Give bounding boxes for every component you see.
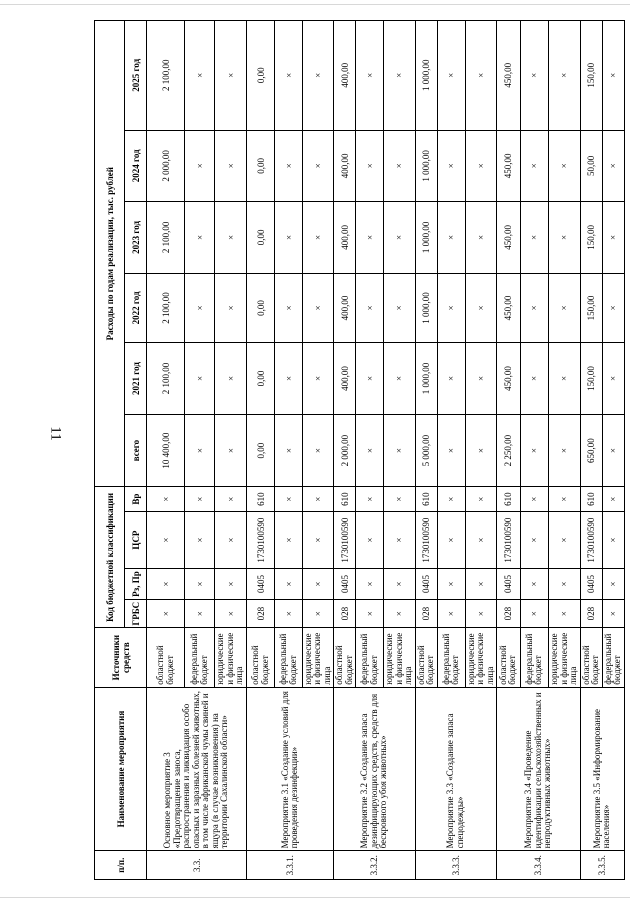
value-cell: × <box>356 130 384 202</box>
value-cell: × <box>437 569 465 600</box>
value-cell: 450,00 <box>496 343 520 415</box>
value-cell: 5 000,00 <box>415 414 437 487</box>
value-cell: × <box>465 599 496 628</box>
value-cell: × <box>465 487 496 512</box>
value-cell: 400,00 <box>334 202 356 274</box>
value-cell: × <box>437 21 465 131</box>
value-cell: × <box>520 273 548 343</box>
value-cell: × <box>384 343 415 415</box>
value-cell: 1730100590 <box>496 511 520 568</box>
value-cell: 150,00 <box>580 202 602 274</box>
value-cell: 400,00 <box>334 21 356 131</box>
value-cell: × <box>437 487 465 512</box>
header-expenses: Расходы по годам реализации, тыс. рублей <box>95 21 125 487</box>
value-cell: 400,00 <box>334 130 356 202</box>
value-cell: × <box>548 130 580 202</box>
value-cell: 400,00 <box>334 273 356 343</box>
value-cell: × <box>465 130 496 202</box>
value-cell: 1 000,00 <box>415 202 437 274</box>
value-cell: 610 <box>415 487 437 512</box>
value-cell: 028 <box>415 599 437 628</box>
value-cell: × <box>520 511 548 568</box>
row-number: 3.3.5. <box>580 851 624 880</box>
page-number: 11 <box>47 426 64 441</box>
value-cell: 2 100,00 <box>147 343 185 415</box>
value-cell: × <box>303 21 334 131</box>
value-cell: × <box>185 130 215 202</box>
measure-name: Мероприятие 3.4 «Проведение идентификации сельскохозяйственных и непродуктивных животных» <box>496 687 580 851</box>
header-2021: 2021 год <box>125 343 147 415</box>
value-cell: × <box>384 599 415 628</box>
value-cell: 2 100,00 <box>147 202 185 274</box>
value-cell: × <box>147 569 185 600</box>
value-cell: × <box>548 21 580 131</box>
value-cell: × <box>520 487 548 512</box>
value-cell: 1 000,00 <box>415 273 437 343</box>
value-cell: × <box>465 511 496 568</box>
value-cell: × <box>437 414 465 487</box>
value-cell: 0,00 <box>247 343 275 415</box>
value-cell: × <box>465 21 496 131</box>
value-cell: 150,00 <box>580 21 602 131</box>
budget-table <box>94 20 625 880</box>
header-rzpr: Рз, Пр <box>125 569 147 600</box>
funding-source: юридические и физические лица <box>465 628 496 687</box>
value-cell: × <box>520 130 548 202</box>
row-number: 3.3.1. <box>247 851 334 880</box>
value-cell: 150,00 <box>580 273 602 343</box>
value-cell: × <box>384 414 415 487</box>
value-cell: 2 100,00 <box>147 273 185 343</box>
value-cell: 0405 <box>247 569 275 600</box>
value-cell: × <box>303 343 334 415</box>
value-cell: × <box>303 414 334 487</box>
header-num: п/п. <box>95 851 147 880</box>
value-cell: × <box>275 343 303 415</box>
value-cell: 028 <box>496 599 520 628</box>
value-cell: × <box>602 414 624 487</box>
value-cell: × <box>465 202 496 274</box>
value-cell: × <box>303 130 334 202</box>
value-cell: 150,00 <box>580 343 602 415</box>
value-cell: × <box>215 414 247 487</box>
value-cell: × <box>602 273 624 343</box>
value-cell: × <box>384 202 415 274</box>
value-cell: × <box>520 202 548 274</box>
value-cell: × <box>437 273 465 343</box>
measure-name: Мероприятие 3.1 «Создание условий для проведения дезинфекции» <box>247 687 334 851</box>
funding-source: федеральный бюджет <box>185 628 215 687</box>
value-cell: × <box>185 273 215 343</box>
value-cell: × <box>465 273 496 343</box>
funding-source: федеральный бюджет <box>437 628 465 687</box>
row-number: 3.3. <box>147 851 247 880</box>
value-cell: × <box>147 599 185 628</box>
value-cell: × <box>520 414 548 487</box>
value-cell: × <box>147 511 185 568</box>
funding-source: юридические и физические лица <box>384 628 415 687</box>
scan-edge-top <box>0 4 630 5</box>
value-cell: 1730100590 <box>247 511 275 568</box>
header-csr: ЦСР <box>125 511 147 568</box>
value-cell: × <box>275 414 303 487</box>
value-cell: × <box>520 343 548 415</box>
funding-source: федеральный бюджет <box>356 628 384 687</box>
value-cell: 10 400,00 <box>147 414 185 487</box>
value-cell: × <box>356 569 384 600</box>
value-cell: × <box>465 569 496 600</box>
value-cell: × <box>185 343 215 415</box>
measure-name: Мероприятие 3.3 «Создание запаса спецодежды» <box>415 687 496 851</box>
header-2025: 2025 год <box>125 21 147 131</box>
table-row <box>496 21 520 880</box>
row-number: 3.3.4. <box>496 851 580 880</box>
measure-name: Основное мероприятие 3 «Предотвращение заноса, распространения и ликвидация особо опасных и заразных болезней животных, в том числе африканской чумы свиней и ящура (в случае возникновения) на территории Сахалинской области» <box>147 687 247 851</box>
value-cell: 2 000,00 <box>334 414 356 487</box>
value-cell: × <box>185 414 215 487</box>
row-number: 3.3.3. <box>415 851 496 880</box>
value-cell: 1730100590 <box>334 511 356 568</box>
value-cell: × <box>275 487 303 512</box>
value-cell: × <box>548 343 580 415</box>
funding-source: областной бюджет <box>496 628 520 687</box>
value-cell: × <box>185 21 215 131</box>
value-cell: × <box>185 202 215 274</box>
value-cell: 1 000,00 <box>415 21 437 131</box>
header-2023: 2023 год <box>125 202 147 274</box>
header-sources: Источники средств <box>95 628 147 687</box>
table-row <box>147 21 185 880</box>
value-cell: × <box>275 202 303 274</box>
value-cell: 610 <box>580 487 602 512</box>
value-cell: × <box>356 202 384 274</box>
value-cell: × <box>356 273 384 343</box>
value-cell: × <box>275 599 303 628</box>
value-cell: 450,00 <box>496 273 520 343</box>
value-cell: × <box>275 130 303 202</box>
table-row <box>415 21 437 880</box>
value-cell: × <box>602 487 624 512</box>
value-cell: × <box>384 21 415 131</box>
value-cell: × <box>356 21 384 131</box>
value-cell: × <box>215 599 247 628</box>
value-cell: × <box>303 569 334 600</box>
value-cell: × <box>437 599 465 628</box>
header-kbk: Код бюджетной классификации <box>95 487 125 628</box>
value-cell: × <box>602 569 624 600</box>
value-cell: × <box>303 273 334 343</box>
funding-source: областной бюджет <box>415 628 437 687</box>
funding-source: областной бюджет <box>247 628 275 687</box>
value-cell: × <box>215 202 247 274</box>
value-cell: × <box>602 130 624 202</box>
value-cell: 0405 <box>580 569 602 600</box>
table-row <box>247 21 275 880</box>
value-cell: 0,00 <box>247 130 275 202</box>
value-cell: × <box>185 569 215 600</box>
value-cell: 650,00 <box>580 414 602 487</box>
value-cell: × <box>548 273 580 343</box>
value-cell: × <box>384 569 415 600</box>
value-cell: × <box>185 511 215 568</box>
funding-source: юридические и физические лица <box>548 628 580 687</box>
value-cell: 1730100590 <box>415 511 437 568</box>
value-cell: × <box>465 343 496 415</box>
table-row <box>334 21 356 880</box>
value-cell: × <box>185 599 215 628</box>
value-cell: 0,00 <box>247 273 275 343</box>
funding-source: юридические и физические лица <box>303 628 334 687</box>
value-cell: × <box>275 21 303 131</box>
value-cell: 028 <box>580 599 602 628</box>
value-cell: × <box>548 202 580 274</box>
value-cell: 0,00 <box>247 202 275 274</box>
value-cell: × <box>215 569 247 600</box>
value-cell: 610 <box>247 487 275 512</box>
value-cell: × <box>602 511 624 568</box>
value-cell: × <box>437 511 465 568</box>
value-cell: 0,00 <box>247 414 275 487</box>
header-grbs: ГРБС <box>125 599 147 628</box>
measure-name: Мероприятие 3.5 «Информирование населения» <box>580 687 624 851</box>
table-row <box>580 21 602 880</box>
value-cell: × <box>548 569 580 600</box>
value-cell: × <box>437 202 465 274</box>
value-cell: × <box>384 130 415 202</box>
value-cell: 2 250,00 <box>496 414 520 487</box>
value-cell: × <box>356 487 384 512</box>
table-body <box>147 21 625 880</box>
header-total: всего <box>125 414 147 487</box>
header-2024: 2024 год <box>125 130 147 202</box>
value-cell: 610 <box>496 487 520 512</box>
funding-source: федеральный бюджет <box>602 628 624 687</box>
value-cell: × <box>275 511 303 568</box>
value-cell: 0405 <box>496 569 520 600</box>
value-cell: × <box>356 599 384 628</box>
row-number: 3.3.2. <box>334 851 415 880</box>
value-cell: × <box>465 414 496 487</box>
value-cell: × <box>215 343 247 415</box>
value-cell: × <box>303 511 334 568</box>
value-cell: × <box>548 487 580 512</box>
value-cell: 0405 <box>334 569 356 600</box>
scan-edge-bottom <box>0 897 630 898</box>
header-vr: Вр <box>125 487 147 512</box>
value-cell: × <box>215 273 247 343</box>
value-cell: × <box>602 599 624 628</box>
value-cell: × <box>215 487 247 512</box>
funding-source: федеральный бюджет <box>520 628 548 687</box>
value-cell: 450,00 <box>496 21 520 131</box>
value-cell: × <box>602 202 624 274</box>
value-cell: × <box>356 511 384 568</box>
value-cell: × <box>602 21 624 131</box>
value-cell: × <box>384 273 415 343</box>
value-cell: × <box>520 599 548 628</box>
value-cell: × <box>303 487 334 512</box>
value-cell: × <box>185 487 215 512</box>
value-cell: × <box>147 487 185 512</box>
value-cell: × <box>215 130 247 202</box>
measure-name: Мероприятие 3.2 «Создание запаса дезинфицирующих средств, средств для бескровного убоя животных» <box>334 687 415 851</box>
value-cell: × <box>384 511 415 568</box>
funding-source: областной бюджет <box>147 628 185 687</box>
funding-source: областной бюджет <box>580 628 602 687</box>
table-header <box>95 21 147 880</box>
value-cell: 400,00 <box>334 343 356 415</box>
value-cell: × <box>520 21 548 131</box>
value-cell: 50,00 <box>580 130 602 202</box>
value-cell: × <box>437 343 465 415</box>
value-cell: 610 <box>334 487 356 512</box>
value-cell: × <box>275 569 303 600</box>
value-cell: × <box>303 202 334 274</box>
value-cell: 2 100,00 <box>147 21 185 131</box>
value-cell: 450,00 <box>496 202 520 274</box>
rotated-table-container <box>94 20 623 880</box>
value-cell: × <box>437 130 465 202</box>
value-cell: × <box>356 414 384 487</box>
value-cell: 028 <box>247 599 275 628</box>
value-cell: 0405 <box>415 569 437 600</box>
header-2022: 2022 год <box>125 273 147 343</box>
funding-source: юридические и физические лица <box>215 628 247 687</box>
value-cell: × <box>303 599 334 628</box>
value-cell: × <box>215 511 247 568</box>
value-cell: 1 000,00 <box>415 343 437 415</box>
funding-source: областной бюджет <box>334 628 356 687</box>
funding-source: федеральный бюджет <box>275 628 303 687</box>
value-cell: × <box>384 487 415 512</box>
value-cell: 0,00 <box>247 21 275 131</box>
value-cell: × <box>548 511 580 568</box>
value-cell: × <box>548 599 580 628</box>
value-cell: 1730100590 <box>580 511 602 568</box>
header-name: Наименование мероприятия <box>95 687 147 851</box>
value-cell: × <box>356 343 384 415</box>
value-cell: 450,00 <box>496 130 520 202</box>
value-cell: 2 000,00 <box>147 130 185 202</box>
value-cell: × <box>520 569 548 600</box>
value-cell: 028 <box>334 599 356 628</box>
value-cell: × <box>548 414 580 487</box>
value-cell: × <box>275 273 303 343</box>
value-cell: 1 000,00 <box>415 130 437 202</box>
value-cell: × <box>215 21 247 131</box>
value-cell: × <box>602 343 624 415</box>
